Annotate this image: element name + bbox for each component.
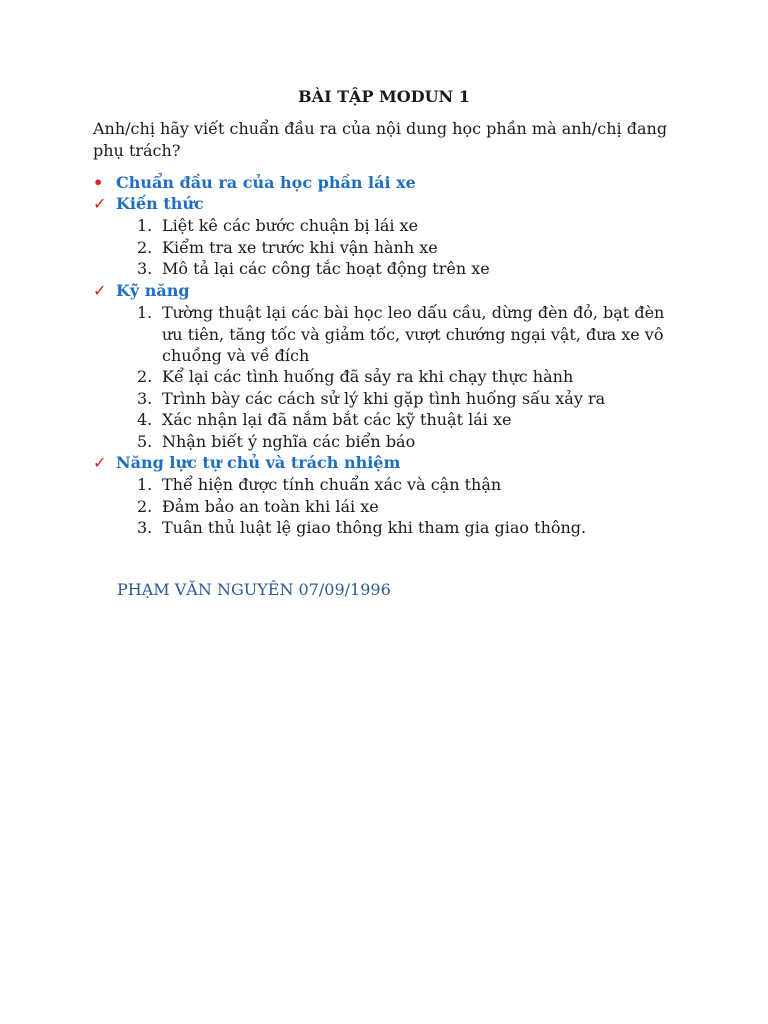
- author-signature: PHẠM VĂN NGUYÊN 07/09/1996: [117, 580, 391, 599]
- document-title: BÀI TẬP MODUN 1: [298, 87, 470, 106]
- main-bullet-text: Chuẩn đầu ra của học phần lái xe: [116, 173, 416, 192]
- bullet-dot-icon: •: [93, 173, 104, 192]
- assignment-prompt: Anh/chị hãy viết chuẩn đầu ra của nội dung học phần mà anh/chị đang phụ trách?: [93, 119, 668, 160]
- document-page: BÀI TẬP MODUN 1 Anh/chị hãy viết chuẩn đầu ra của nội dung học phần mà anh/chị đang phụ trách? • Chuẩn đầu ra của học phần lái xe ✓ Kiến thức 1. Liệt kê các bước chuận bị lái xe 2. Kiểm tra xe trước khi vận hành xe 3. Mô tả lại các công tắc hoạt động trên xe ✓ Kỹ năng 1. Tường thuật lại các bài học leo dấu cầu, dừng đèn đỏ, bạt đèn ưu tiên, tăng tốc và giảm tốc, vượt chướng ngại vật, đưa xe vô chuồng và về đích 2. Kể lại các tình huống đã sảy ra khi chạy thực hành 3. Trình bày các cách sử lý khi gặp tình huống sấu xảy ra 4. Xác nhận lại đã nắm bắt các kỹ thuật lái xe 5. Nhận biết ý nghĩa các biển báo ✓ Năng lực tự chủ và trách nhiệm 1. Thể hiện được tính chuẩn xác và cận thận 2. Đảm bảo an toàn khi lái xe 3. Tuân thủ luật lệ giao thông khi tham gia giao thông. PHẠM VĂN NGUYÊN 07/09/1996: [0, 0, 768, 1024]
- checkmark-icon: ✓: [93, 453, 107, 472]
- checkmark-icon: ✓: [93, 281, 107, 300]
- checkmark-icon: ✓: [93, 194, 107, 213]
- list-item: 1. Tường thuật lại các bài học leo dấu cầu, dừng đèn đỏ, bạt đèn ưu tiên, tăng tốc và giảm tốc, vượt chướng ngại vật, đưa xe vô chuồng và về đích: [137, 303, 665, 365]
